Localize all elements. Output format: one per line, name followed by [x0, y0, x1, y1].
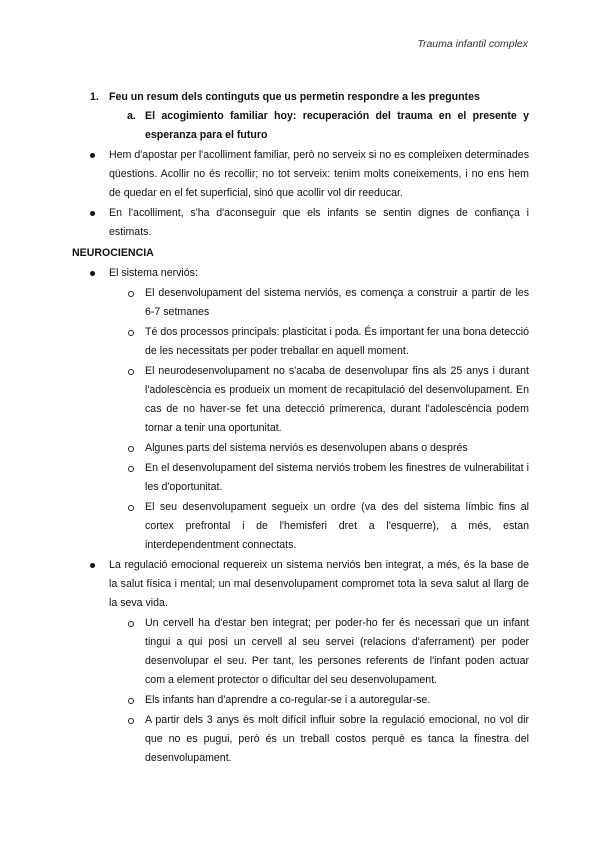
bullet-icon [90, 271, 95, 276]
sub-list-item-text: Els infants han d'aprendre a co-regular-se i a autoregular-se. [145, 694, 431, 706]
circle-bullet-icon [128, 330, 134, 336]
list-item-text: La regulació emocional requereix un sistema nerviós ben integrat, a més, és la base de la salut física i mental; un mal desenvolupament compromet tota la seva salut al llarg de la seva vida. [109, 559, 529, 609]
sub-list-item-text: Algunes parts del sistema nerviós es desenvolupen abans o després [145, 442, 468, 454]
sub-list-item-text: A partir dels 3 anys és molt difícil influir sobre la regulació emocional, no vol dir que no es pugui, però és un treball costos perquè es tanca la finestra del desenvolupament. [145, 714, 529, 764]
sub-list-item-text: El seu desenvolupament segueix un ordre (va des del sistema límbic fins al cortex prefrontal i de l'hemisferi dret a l'esquerre), a més, estan interdependentment connectats. [145, 501, 529, 551]
sub-list-item [145, 498, 529, 555]
circle-bullet-icon [128, 505, 134, 511]
bullet-icon [90, 563, 95, 568]
bullet-icon [90, 153, 95, 158]
page-content [0, 88, 600, 768]
circle-bullet-icon [128, 446, 134, 452]
list-item [109, 204, 529, 242]
circle-bullet-icon [128, 291, 134, 297]
sub-list-item-text: El neurodesenvolupament no s'acaba de desenvolupar fins als 25 anys i durant l'adolescència es produeix un moment de recapitulació del desenvolupament. En cas de no haver-se fet una detecció primerenca, durant l'adolescència podem tornar a tenir una oportunitat. [145, 365, 529, 434]
circle-bullet-icon [128, 718, 134, 724]
heading-number: 1. [90, 91, 99, 103]
list-item-text: El sistema nerviós: [109, 267, 198, 279]
sub-list-item [145, 691, 529, 710]
sub-list-item [145, 459, 529, 497]
numbered-heading [90, 88, 529, 107]
subheading-letter: a. [127, 110, 136, 122]
sub-list-item-text: Té dos processos principals: plasticitat i poda. És important fer una bona detecció de les necessitats per poder treballar en aquell moment. [145, 326, 529, 357]
circle-bullet-icon [128, 698, 134, 704]
sub-list-item [145, 439, 529, 458]
list-item-text: En l'acolliment, s'ha d'aconseguir que els infants se sentin dignes de confiança i estimats. [109, 207, 529, 238]
sub-list-item [145, 711, 529, 768]
sub-list-item [145, 614, 529, 690]
circle-bullet-icon [128, 369, 134, 375]
list-item [109, 264, 529, 283]
sub-list-item [145, 362, 529, 438]
subheading-text: El acogimiento familiar hoy: recuperación del trauma en el presente y esperanza para el futuro [145, 110, 529, 141]
page-header: Trauma infantil complex [417, 38, 528, 50]
sub-list-item-text: El desenvolupament del sistema nerviós, es comença a construir a partir de les 6-7 setmanes [145, 287, 529, 318]
list-item [109, 556, 529, 613]
circle-bullet-icon [128, 466, 134, 472]
lettered-subheading [127, 107, 529, 145]
sub-list-item [145, 284, 529, 322]
heading-text: Feu un resum dels continguts que us permetin respondre a les preguntes [109, 91, 480, 103]
sub-list-item-text: Un cervell ha d'estar ben integrat; per poder-ho fer és necessari que un infant tingui a qui posi un cervell al seu servei (relacions d'aferrament) per poder desenvolupar el seu. Per tant, les persones referents de l'infant poden actuar com a element protector o dificultar del seu desenvolupament. [145, 617, 529, 686]
section-title: NEUROCIENCIA [72, 247, 154, 259]
list-item [109, 146, 529, 203]
circle-bullet-icon [128, 621, 134, 627]
list-item-text: Hem d'apostar per l'acolliment familiar, però no serveix si no es compleixen determinades qüestions. Acollir no és recollir; no tot serveix: tenim molts coneixements, i no ens hem de quedar en el fet superficial, sinó que acollir vol dir reeducar. [109, 149, 529, 199]
sub-list-item [145, 323, 529, 361]
bullet-icon [90, 211, 95, 216]
sub-list-item-text: En el desenvolupament del sistema nerviós trobem les finestres de vulnerabilitat i les d'oportunitat. [145, 462, 529, 493]
